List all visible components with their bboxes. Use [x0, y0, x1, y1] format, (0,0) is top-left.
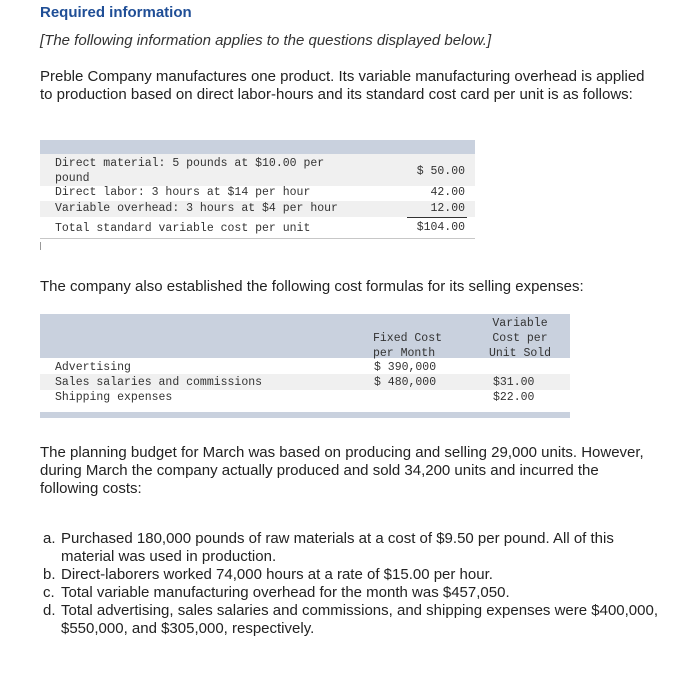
- list-item-text: Purchased 180,000 pounds of raw materials at a cost of $9.50 per pound. All of this material was used in production.: [61, 530, 614, 565]
- table-row-label: Advertising: [55, 361, 131, 374]
- planning-paragraph: The planning budget for March was based on producing and selling 29,000 units. However, during March the company actually produced and sold 34,200 units and incurred the following costs:: [40, 444, 644, 497]
- table-row-label: Direct material: 5 pounds at $10.00 per pound: [55, 157, 325, 185]
- list-item: [40, 602, 660, 638]
- table-row-label: Shipping expenses: [55, 391, 173, 404]
- list-item: [40, 584, 660, 602]
- table-total-label: Total standard variable cost per unit: [55, 222, 311, 235]
- table-row-label: Sales salaries and commissions: [55, 376, 263, 389]
- column-header-variable: Variable Cost per Unit Sold: [488, 317, 552, 360]
- table-row-label: Direct labor: 3 hours at $14 per hour: [55, 186, 311, 199]
- column-header-fixed: Fixed Cost per Month: [373, 332, 443, 360]
- table-row-value: $ 50.00: [416, 165, 465, 178]
- list-item-label: b.: [43, 566, 56, 583]
- table-row-fixed: $ 390,000: [374, 361, 437, 374]
- intro-paragraph: Preble Company manufactures one product. Its variable manufacturing overhead is applied to production based on direct labor-hours and its standard cost card per unit is as follows:: [40, 68, 645, 103]
- list-item-text: Total variable manufacturing overhead for the month was $457,050.: [61, 584, 510, 601]
- table-row-label: Variable overhead: 3 hours at $4 per hour: [55, 202, 338, 215]
- table-row-value: 42.00: [430, 186, 465, 199]
- list-item-label: c.: [43, 584, 55, 601]
- required-info-heading: Required information: [40, 4, 192, 21]
- table-total-value: $104.00: [416, 221, 465, 234]
- table-footer-band: [40, 412, 570, 418]
- table-row-value: 12.00: [430, 202, 465, 215]
- standard-cost-card-table: [40, 140, 475, 250]
- list-item-text: Direct-laborers worked 74,000 hours at a rate of $15.00 per hour.: [61, 566, 493, 583]
- selling-expenses-table: [40, 314, 570, 420]
- table-divider: [40, 238, 475, 239]
- list-item-label: a.: [43, 530, 56, 547]
- info-note: [The following information applies to the questions displayed below.]: [40, 32, 492, 49]
- list-item-label: d.: [43, 602, 56, 619]
- subtotal-underline: [407, 217, 467, 218]
- list-item: [40, 530, 660, 566]
- list-item: [40, 566, 660, 584]
- table-header-band: [40, 140, 475, 154]
- table-row-variable: $22.00: [493, 391, 535, 404]
- cost-items-list: [40, 530, 660, 638]
- selling-intro-paragraph: The company also established the following cost formulas for its selling expenses:: [40, 278, 584, 295]
- table-tick: [40, 242, 41, 250]
- table-row-fixed: $ 480,000: [374, 376, 437, 389]
- list-item-text: Total advertising, sales salaries and commissions, and shipping expenses were $400,000, $550,000, and $305,000, respectively.: [61, 602, 659, 637]
- table-row-variable: $31.00: [493, 376, 535, 389]
